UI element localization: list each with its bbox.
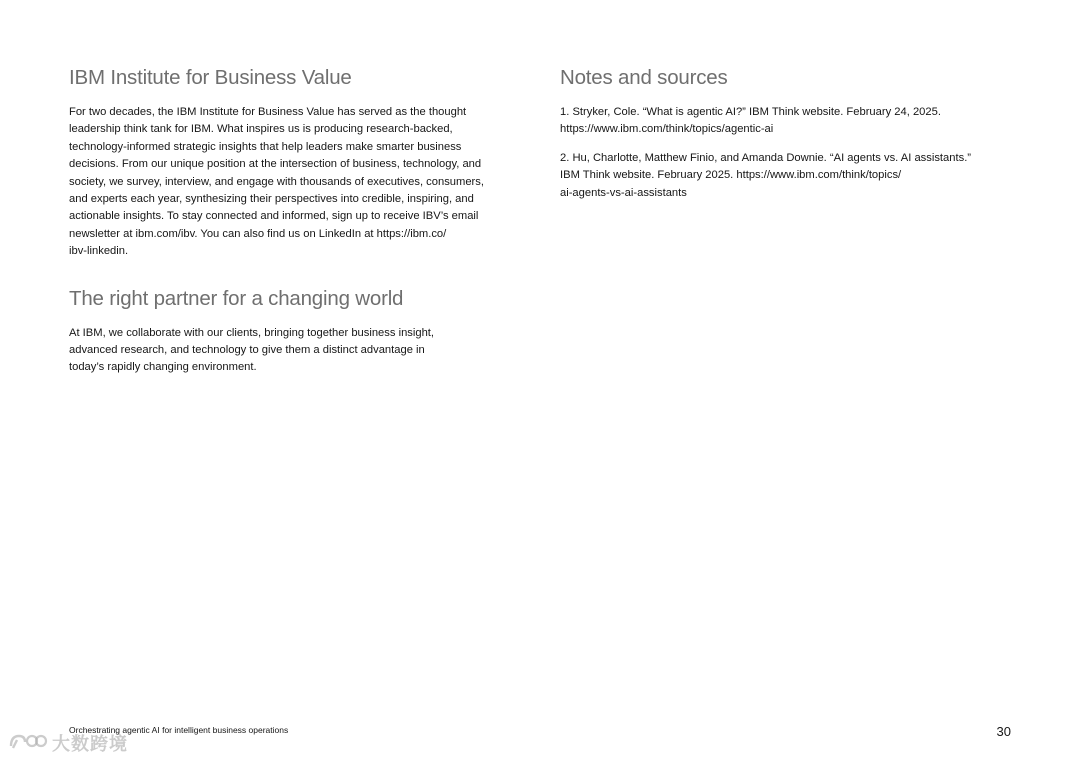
partner-line: At IBM, we collaborate with our clients, bringing together business insight,: [69, 326, 435, 339]
footer-title: Orchestrating agentic AI for intelligent business operations: [69, 725, 289, 735]
note-line: IBM Think website. February 2025. https://www.ibm.com/think/topics/: [560, 169, 902, 182]
partner-line: advanced research, and technology to give them a distinct advantage in: [69, 344, 425, 357]
ibv-line: For two decades, the IBM Institute for Business Value has served as the thought: [69, 106, 467, 118]
ibv-heading: IBM Institute for Business Value: [69, 66, 352, 89]
note-1: [560, 104, 1000, 139]
ibv-line: technology-informed strategic insights that help leaders make smarter business: [69, 140, 462, 153]
ibv-line: actionable insights. To stay connected and informed, sign up to receive IBV’s email: [69, 210, 479, 223]
partner-body: [69, 325, 509, 377]
right-column: [560, 64, 1000, 213]
partner-heading: The right partner for a changing world: [69, 286, 404, 310]
watermark-logo-icon: [8, 732, 48, 754]
ibv-line: ibv-linkedin.: [69, 245, 129, 258]
ibv-line: society, we survey, interview, and engage with thousands of executives, consumers,: [69, 175, 484, 188]
ibv-line: leadership think tank for IBM. What inspires us is producing research-backed,: [69, 123, 453, 136]
ibv-line: decisions. From our unique position at the intersection of business, technology, and: [69, 158, 482, 171]
note-link[interactable]: ai-agents-vs-ai-assistants: [560, 186, 687, 199]
ibv-line: and experts each year, synthesizing their perspectives into credible, inspiring, and: [69, 193, 474, 206]
watermark-text: 大数跨境: [52, 734, 128, 754]
partner-line: today’s rapidly changing environment.: [69, 361, 257, 374]
note-line: 1. Stryker, Cole. “What is agentic AI?” IBM Think website. February 24, 2025.: [560, 106, 941, 118]
ibv-line: newsletter at ibm.com/ibv. You can also find us on LinkedIn at https://ibm.co/: [69, 227, 447, 240]
ibv-body: [69, 104, 509, 261]
notes-section: [560, 64, 1000, 202]
left-column: [69, 64, 509, 377]
ibv-section: [69, 64, 509, 261]
partner-section: [69, 285, 509, 377]
notes-heading: Notes and sources: [560, 66, 728, 89]
page-number: 30: [996, 724, 1011, 739]
watermark: [8, 730, 128, 756]
note-2: [560, 150, 1000, 202]
note-link[interactable]: https://www.ibm.com/think/topics/agentic-ai: [560, 123, 774, 136]
note-line: 2. Hu, Charlotte, Matthew Finio, and Amanda Downie. “AI agents vs. AI assistants.”: [560, 151, 972, 164]
